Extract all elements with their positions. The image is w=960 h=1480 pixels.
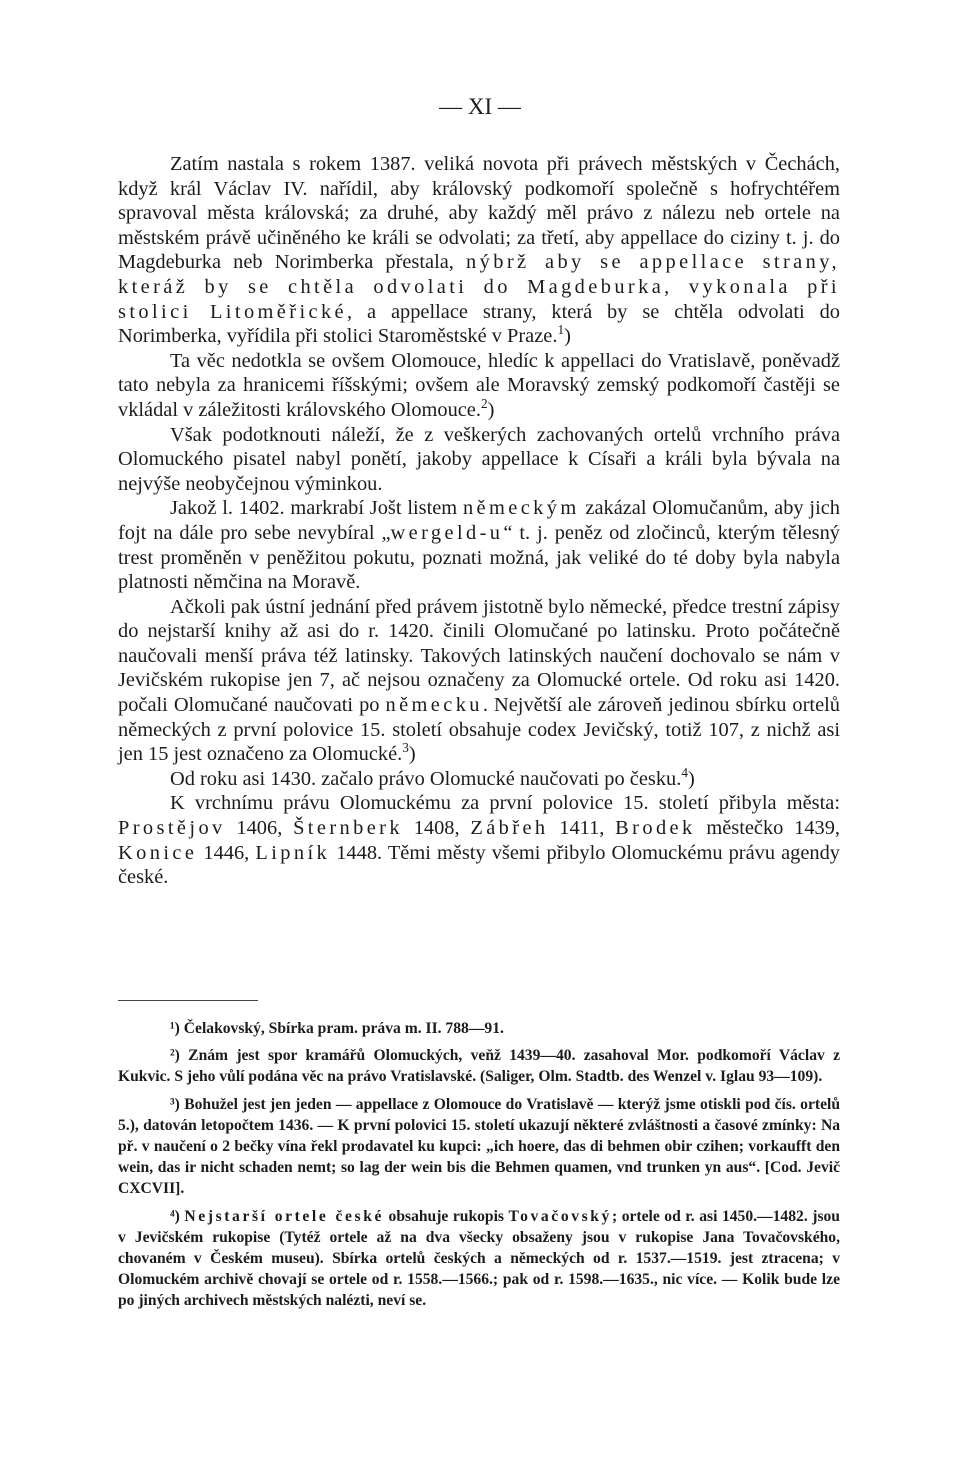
paragraph-1: Zatím nastala s rokem 1387. veliká novota při právech městských v Čechách, když král Václav IV. nařídil, aby královský podkomoří společně s hofrychtéřem spravoval města královská; za druhé, aby každý měl právo z nálezu neb ortele na městském právě učiněného ke králi se odvolati; za třetí, aby appellace do ciziny t. j. do Magdeburka neb Norimberka přestala, nýbrž aby se appellace strany, kteráž by se chtěla odvolati do Magdeburka, vykonala při stolici Litoměřické, a appellace strany, která by se chtěla odvolati do Norimberka, vyřídila při stolici Staroměstské v Praze.$^1$): [118, 153, 840, 348]
paragraph-7: K vrchnímu právu Olomuckému za první polovice 15. století přibyla města: Prostějov 1406, Šternberk 1408, Zábřeh 1411, Brodek městečko 1439, Konice 1446, Lipník 1448. Těmi městy všemi přibylo Olomuckému právu agendy české.: [118, 792, 841, 889]
footnote-divider: [118, 1000, 258, 1001]
spaced-emphasis: Nejstarší ortele české: [184, 1207, 385, 1225]
footnote-4: ⁴) Nejstarší ortele české obsahuje rukopis Tovačovský; ortele od r. asi 1450.—1482. jsou v Jevičském rukopise (Tytéž ortele až na dva všecky obsaženy jsou v rukopise Jana Tovačovského, chovaném v Českém museu). Sbírka ortelů českých a německých od r. 1537.—1519. jest ztracena; v Olomuckém archivě chovají se ortele od r. 1558.—1566.; pak od r. 1598.—1635., nic více. — Kolik bude lze po jiných archivech městských nalézti, neví se.: [118, 1207, 840, 1310]
town-name: Konice: [118, 841, 198, 864]
footnote-mark: ³): [170, 1095, 180, 1113]
spaced-emphasis: wergeld-u: [390, 521, 504, 544]
footnote-ref: 1: [557, 322, 565, 338]
town-name: Brodek: [615, 817, 696, 840]
spaced-emphasis: Tovačovský: [508, 1207, 612, 1225]
footnote-1: ¹) Čelakovský, Sbírka pram. práva m. II. 788—91.: [170, 1020, 504, 1037]
footnote-2: ²) Znám jest spor kramářů Olomuckých, veňž 1439—40. zasahoval Mor. podkomoří Václav z Kukvic. S jeho vůlí podána věc na právo Vratislavské. (Saliger, Olm. Stadtb. des Wenzel v. Iglau 93—109).: [118, 1047, 840, 1086]
body-text: [118, 152, 840, 890]
town-name: Lipník: [255, 841, 331, 864]
spaced-emphasis: německu: [385, 694, 483, 717]
footnote-mark: ⁴): [170, 1207, 180, 1225]
town-name: Zábřeh: [470, 817, 549, 840]
paragraph-2: Ta věc nedotkla se ovšem Olomouce, hledíc k appellaci do Vratislavě, poněvadž tato nebyla za hranicemi říšskými; ovšem ale Moravský zemský podkomoří častěji se vkládal v záležitosti královského Olomouce.$^2$): [118, 349, 840, 421]
paragraph-6: Od roku asi 1430. začalo právo Olomucké naučovati po česku.$^4$): [170, 765, 695, 790]
paragraph-4: Jakož l. 1402. markrabí Jošt listem německým zakázal Olomučanům, aby jich fojt na dále pro sebe nevybíral „wergeld-u“ t. j. peněz od zločinců, kterým tělesný trest proměněn v peněžitou pokutu, poznati možná, jak veliké do té doby byla nabyla platnosti němčina na Moravě.: [118, 497, 840, 594]
footnote-ref: 3: [402, 740, 409, 756]
spaced-emphasis: německým: [462, 497, 580, 520]
footnote-3: ³) Bohužel jest jen jeden — appellace z Olomouce do Vratislavě — kterýž jsme otiskli pod čís. ortelů 5.), datován letopočtem 1436. — K první polovici 15. století ukazují některé zvláštnosti a časové zmínky: Na př. v naučení o 2 bečky vína řekl prodavatel ku kupci: „ich hoere, das di behmen obir czihen; vorkaufft den wein, das ir nicht schaden nemt; so lag der wein bis die Behmen quamen, vnd trunken yn aus“. [Cod. Jevič CXCVII].: [118, 1095, 840, 1198]
footnote-ref: 4: [681, 765, 688, 781]
footnote-mark: ¹): [170, 1020, 180, 1037]
paragraph-5: Ačkoli pak ústní jednání před právem jistotně bylo německé, předce trestní zápisy do nejstarší knihy až asi do r. 1420. činili Olomučané po latinsku. Proto počátečně naučovali menší práva též latinsky. Takových latinských naučení dochovalo se nám v Jevičském rukopise jen 7, ač nejsou označeny za Olomucké ortele. Od roku asi 1420. počali Olomučané naučovati po německu. Největší ale zároveň jedinou sbírku ortelů německých z první polovice 15. století obsahuje codex Jevičský, totiž 107, z nichž asi jen 15 jest označeno za Olomucké.$^3$): [118, 595, 840, 766]
town-name: Prostějov: [118, 817, 226, 840]
page-number: — XI —: [439, 94, 521, 119]
footnotes: [118, 1018, 840, 1318]
footnote-ref: 2: [480, 396, 488, 412]
town-name: Šternberk: [293, 817, 403, 840]
spaced-emphasis: nýbrž aby se appellace strany, kteráž by se chtěla odvolati do Magdeburka, vykonala při stolici Litoměřické: [118, 251, 840, 323]
paragraph-3: Však podotknouti náleží, že z veškerých zachovaných ortelů vrchního práva Olomuckého pisatel nabyl ponětí, jakoby appellace k Císaři a králi byla bývala na nejvýše neobyčejnou výminkou.: [118, 423, 840, 495]
footnote-mark: ²): [170, 1047, 180, 1065]
